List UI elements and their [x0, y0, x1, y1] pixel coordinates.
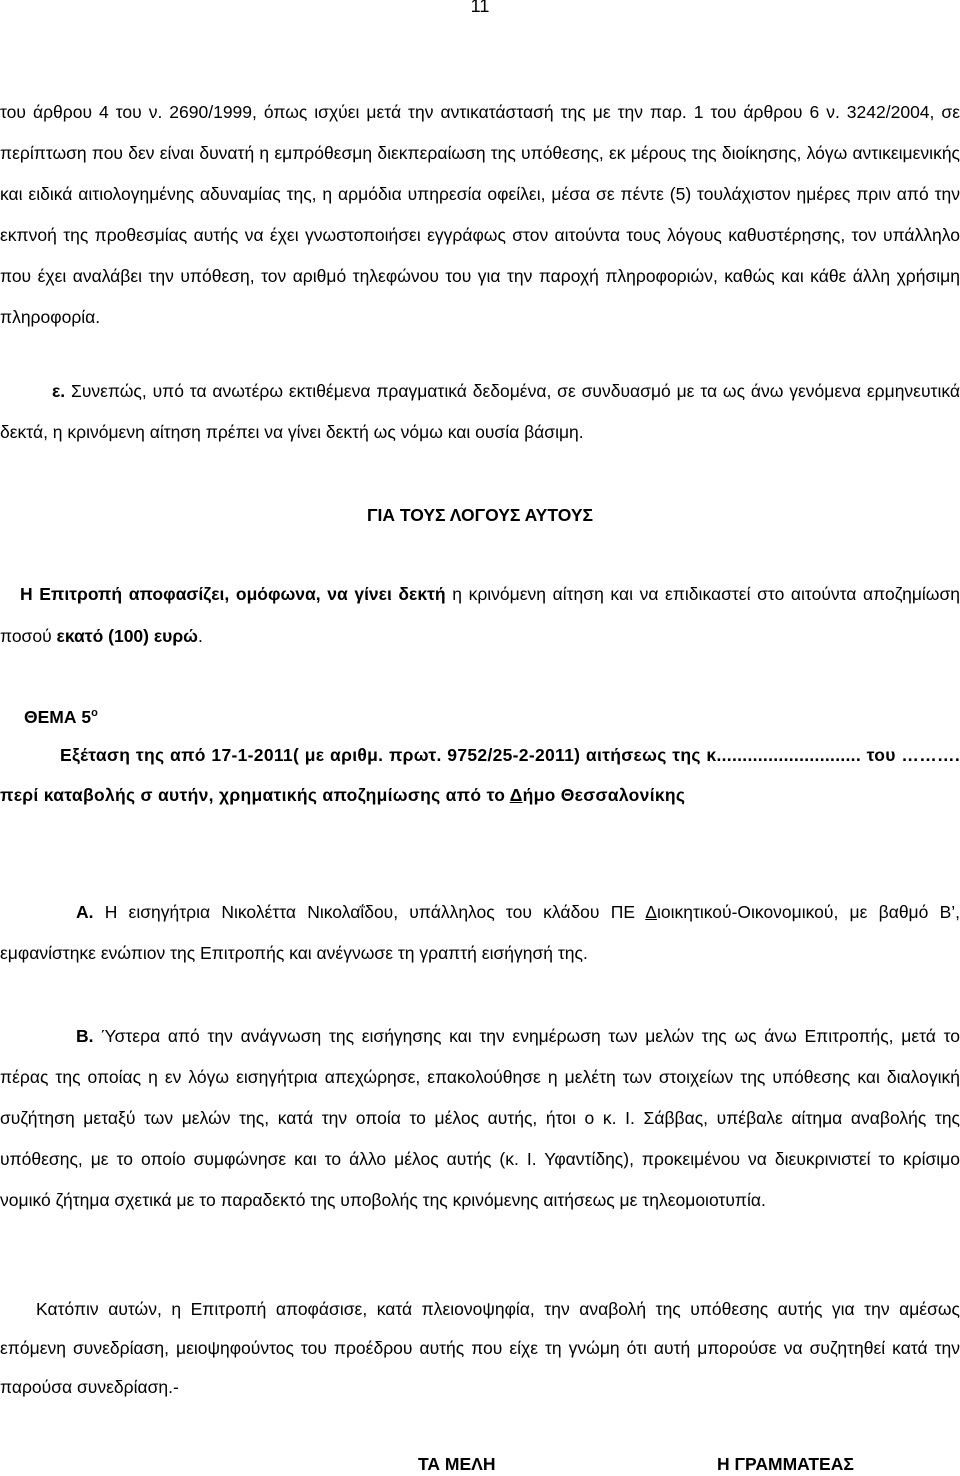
paragraph-a — [0, 892, 960, 974]
decision-amount: εκατό (100) ευρώ — [56, 626, 198, 646]
paragraph-final: Κατόπιν αυτών, η Επιτροπή αποφάσισε, κατά πλειονοψηφία, την αναβολή της υπόθεσης αυτής για την αμέσως επόμενη συνεδρίαση, μειοψηφούντος του προέδρου αυτής που είχε τη γνώμη ότι αυτή μπορούσε να συζητηθεί κατά την παρούσα συνεδρίαση.- — [0, 1299, 960, 1397]
paragraph-a-label: Α. — [76, 902, 94, 922]
theme-description — [0, 735, 960, 815]
decision-text-2: . — [197, 626, 203, 646]
decision-text-1: η κρινόμενη αίτηση και να επιδικαστεί στο αιτούντα αποζημίωση ποσού — [0, 584, 960, 646]
theme-title-sup: ο — [91, 707, 98, 719]
decision-paragraph — [0, 573, 960, 657]
theme-text: Εξέταση της από 17-1-2011( με αριθμ. πρωτ. 9752/25-2-2011) αιτήσεως της κ............................ του ………. περί καταβολής σ αυτήν, χρηματικής αποζημίωσης από το — [0, 745, 960, 805]
paragraph-a-underlined: Δ — [645, 902, 657, 922]
decision-bold-1: Η Επιτροπή αποφασίζει, ομόφωνα, να γίνει δεκτή — [20, 584, 446, 604]
paragraph-e — [0, 371, 960, 453]
theme-underlined: Δ — [509, 785, 523, 805]
theme-title — [24, 700, 98, 730]
paragraph-b-label: Β. — [76, 1026, 94, 1046]
paragraph-e-text: Συνεπώς, υπό τα ανωτέρω εκτιθέμενα πραγματικά δεδομένα, σε συνδυασμό με τα ως άνω γενόμενα ερμηνευτικά δεκτά, η κρινόμενη αίτηση πρέπει να γίνει δεκτή ως νόμω και ουσία βάσιμη. — [0, 381, 960, 442]
theme-title-text: ΘΕΜΑ 5 — [24, 706, 92, 727]
paragraph-a-text: Η εισηγήτρια Νικολέττα Νικολαΐδου, υπάλληλος του κλάδου ΠΕ — [93, 902, 646, 922]
paragraph-continuation: του άρθρου 4 του ν. 2690/1999, όπως ισχύει μετά την αντικατάστασή της με την παρ. 1 του άρθρου 6 ν. 3242/2004, σε περίπτωση που δεν είναι δυνατή η εμπρόθεσμη διεκπεραίωση της υπόθεσης, εκ μέρους της διοίκησης, λόγω αντικειμενικής και ειδικά αιτιολογημένης αδυναμίας της, η αρμόδια υπηρεσία οφείλει, μέσα σε πέντε (5) τουλάχιστον ημέρες πριν από την εκπνοή της προθεσμίας αυτής να έχει γνωστοποιήσει εγγράφως στον αιτούντα τους λόγους καθυστέρησης, τον υπάλληλο που έχει αναλάβει την υπόθεση, τον αριθμό τηλεφώνου του για την παροχή πληροφοριών, καθώς και κάθε άλλη χρήσιμη πληροφορία. — [0, 102, 960, 327]
paragraph-b-text: Ύστερα από την ανάγνωση της εισήγησης και την ενημέρωση των μελών της ως άνω Επιτροπής, μετά το πέρας της οποίας η εν λόγω εισηγήτρια απεχώρησε, επακολούθησε η μελέτη των στοιχείων της υπόθεσης και διαλογική συζήτηση μεταξύ των μελών της, κατά την οποία το μέλος αυτής, ήτοι ο κ. Ι. Σάββας, υπέβαλε αίτημα αναβολής της υπόθεσης, με το οποίο συμφώνησε και το άλλο μέλος αυτής (κ. Ι. Υφαντίδης), προκειμένου να διευκρινιστεί το κρίσιμο νομικό ζήτημα σχετικά με το παραδεκτό της υποβολής της κρινόμενης αιτήσεως με τηλεομοιοτυπία. — [0, 1026, 960, 1210]
theme-text-end: ήμο Θεσσαλονίκης — [522, 785, 686, 805]
heading-reasons: ΓΙΑ ΤΟΥΣ ΛΟΓΟΥΣ ΑΥΤΟΥΣ — [366, 505, 593, 525]
paragraph-b — [0, 1016, 960, 1221]
paragraph-a-text-end: ιοικητικού-Οικονομικού, με βαθμό Β’, εμφανίστηκε ενώπιον της Επιτροπής και ανέγνωσε τη γραπτή εισήγησή της. — [0, 902, 960, 963]
paragraph-e-label: ε. — [52, 381, 66, 401]
signature-secretary: Η ΓΡΑΜΜΑΤΕΑΣ — [717, 1454, 854, 1474]
page-number: 11 — [470, 0, 490, 16]
signature-members: ΤΑ ΜΕΛΗ — [418, 1454, 496, 1474]
